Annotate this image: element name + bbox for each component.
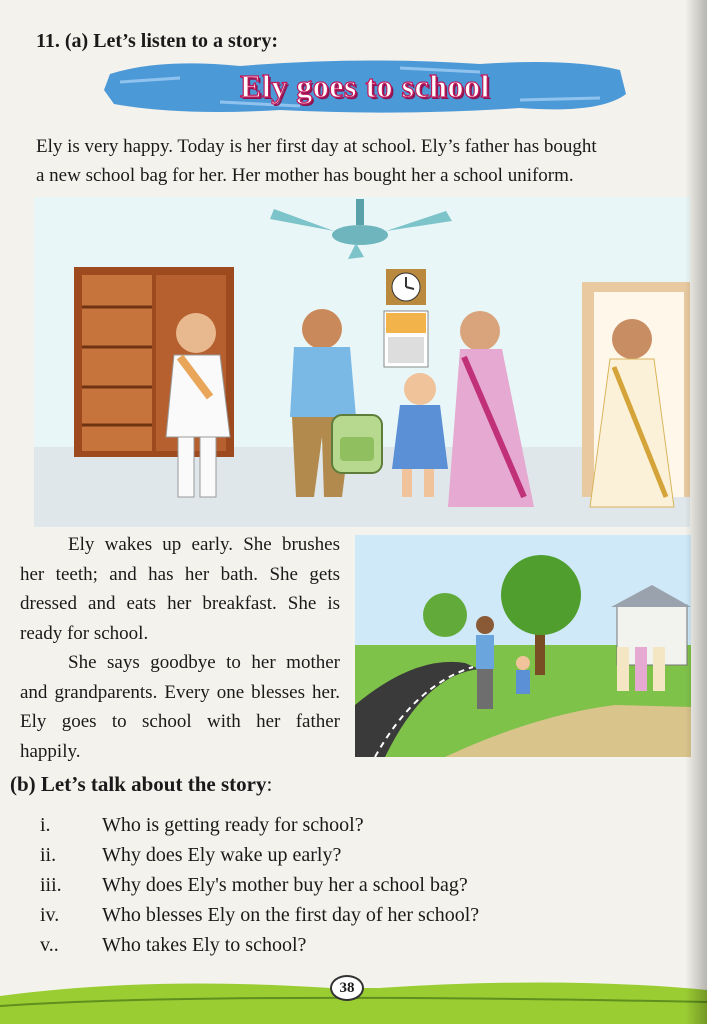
question-number: ii. [40, 843, 57, 866]
story-title: Ely goes to school [240, 68, 490, 104]
question-text: Who is getting ready for school? [102, 813, 364, 836]
question-number: v.. [40, 933, 59, 956]
question-item [40, 930, 600, 960]
intro-line-2: a new school bag for her. Her mother has bought her a school uniform. [36, 165, 574, 186]
question-number: i. [40, 813, 51, 836]
page-edge-shadow [685, 0, 707, 1024]
family-room-illustration [34, 197, 690, 527]
small-tree [423, 593, 467, 637]
question-text: Who blesses Ely on the first day of her school? [102, 903, 480, 926]
family-waving [617, 647, 665, 691]
discussion-heading-colon: : [266, 772, 273, 796]
question-item [40, 870, 600, 900]
question-text: Why does Ely wake up early? [102, 843, 342, 866]
question-text: Why does Ely's mother buy her a school bag? [102, 873, 468, 896]
question-number: iv. [40, 903, 60, 926]
story-text [20, 530, 340, 766]
question-item [40, 810, 600, 840]
question-item [40, 840, 600, 870]
discussion-heading-text: (b) Let’s talk about the story [10, 772, 267, 796]
intro-line-1: Ely is very happy. Today is her first day at school. Ely’s father has bought [36, 136, 597, 157]
wall-clock [386, 269, 426, 305]
question-list [40, 810, 600, 960]
discussion-heading [10, 772, 272, 797]
section-heading: 11. (a) Let’s listen to a story: [36, 30, 278, 52]
question-number: iii. [40, 873, 62, 896]
story-paragraph-1: Ely wakes up early. She brushes her teeth; and has her bath. She gets dressed and eats her breakfast. She is ready for school. [20, 534, 340, 644]
wall-calendar [384, 311, 428, 367]
question-text: Who takes Ely to school? [102, 933, 307, 956]
intro-paragraph [36, 132, 691, 190]
story-paragraph-2: She says goodbye to her mother and grandparents. Every one blesses her. Ely goes to school with her father happily. [20, 652, 340, 762]
school-bag [332, 415, 382, 473]
question-item [40, 900, 600, 930]
walk-to-school-illustration [355, 535, 691, 757]
page-number: 38 [330, 975, 364, 1001]
